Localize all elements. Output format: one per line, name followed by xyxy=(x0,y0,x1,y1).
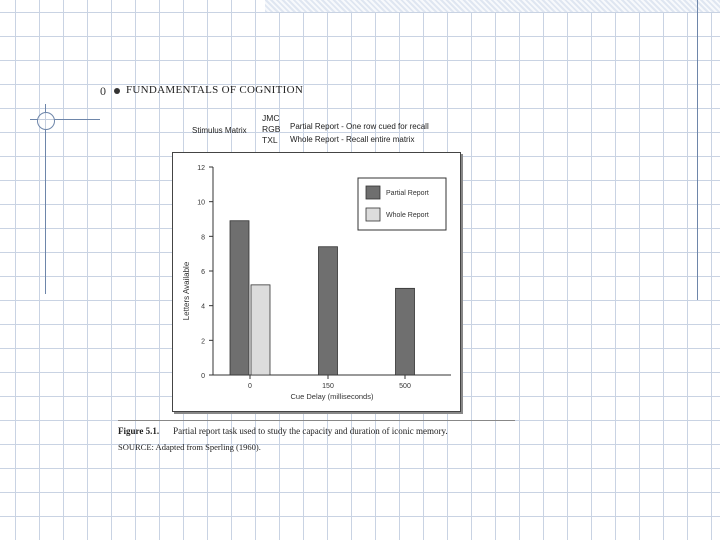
stimulus-row: JMC xyxy=(262,113,280,123)
x-tick-label: 150 xyxy=(322,383,334,390)
figure-label: Figure 5.1. xyxy=(118,426,160,436)
y-tick-label: 8 xyxy=(201,234,205,242)
decorative-vertical-line xyxy=(45,104,46,294)
y-tick-label: 12 xyxy=(197,165,205,172)
figure-text: Partial report task used to study the capacity and duration of iconic memory. xyxy=(173,426,448,436)
bar-chart xyxy=(173,153,460,411)
bar-partial-report xyxy=(396,288,415,375)
legend-label: Partial Report xyxy=(386,190,429,197)
stimulus-matrix-label: Stimulus Matrix xyxy=(192,126,247,135)
y-tick-label: 10 xyxy=(197,199,205,207)
bar-whole-report xyxy=(251,285,270,375)
caption-rule xyxy=(118,420,515,421)
running-head: FUNDAMENTALS OF COGNITION xyxy=(126,84,304,96)
stimulus-row: TXL xyxy=(262,135,278,145)
y-tick-label: 0 xyxy=(201,373,205,380)
decorative-right-line xyxy=(697,0,698,300)
y-axis-title: Letters Available xyxy=(182,261,191,321)
chart-frame xyxy=(172,152,461,412)
x-tick-label: 500 xyxy=(399,383,411,390)
y-tick-label: 2 xyxy=(201,338,205,346)
stimulus-matrix xyxy=(262,113,280,146)
stimulus-descriptions xyxy=(290,120,429,146)
y-tick-label: 4 xyxy=(201,303,205,311)
x-axis-title: Cue Delay (milliseconds) xyxy=(290,392,374,401)
header-bullet xyxy=(114,88,120,94)
decorative-ring xyxy=(37,112,55,130)
bar-partial-report xyxy=(319,247,338,375)
page-number: 0 xyxy=(100,84,106,98)
y-tick-label: 6 xyxy=(201,269,205,276)
bar-partial-report xyxy=(230,221,249,375)
stimulus-row: RGB xyxy=(262,124,281,134)
legend-label: Whole Report xyxy=(386,212,429,219)
partial-report-description: Partial Report - One row cued for recall xyxy=(290,122,429,131)
top-decorative-stripe xyxy=(265,0,720,12)
figure-source: SOURCE: Adapted from Sperling (1960). xyxy=(118,442,261,452)
whole-report-description: Whole Report - Recall entire matrix xyxy=(290,135,415,144)
x-tick-label: 0 xyxy=(248,383,252,390)
figure-caption xyxy=(118,426,448,436)
legend-swatch xyxy=(366,208,380,221)
legend-swatch xyxy=(366,186,380,199)
